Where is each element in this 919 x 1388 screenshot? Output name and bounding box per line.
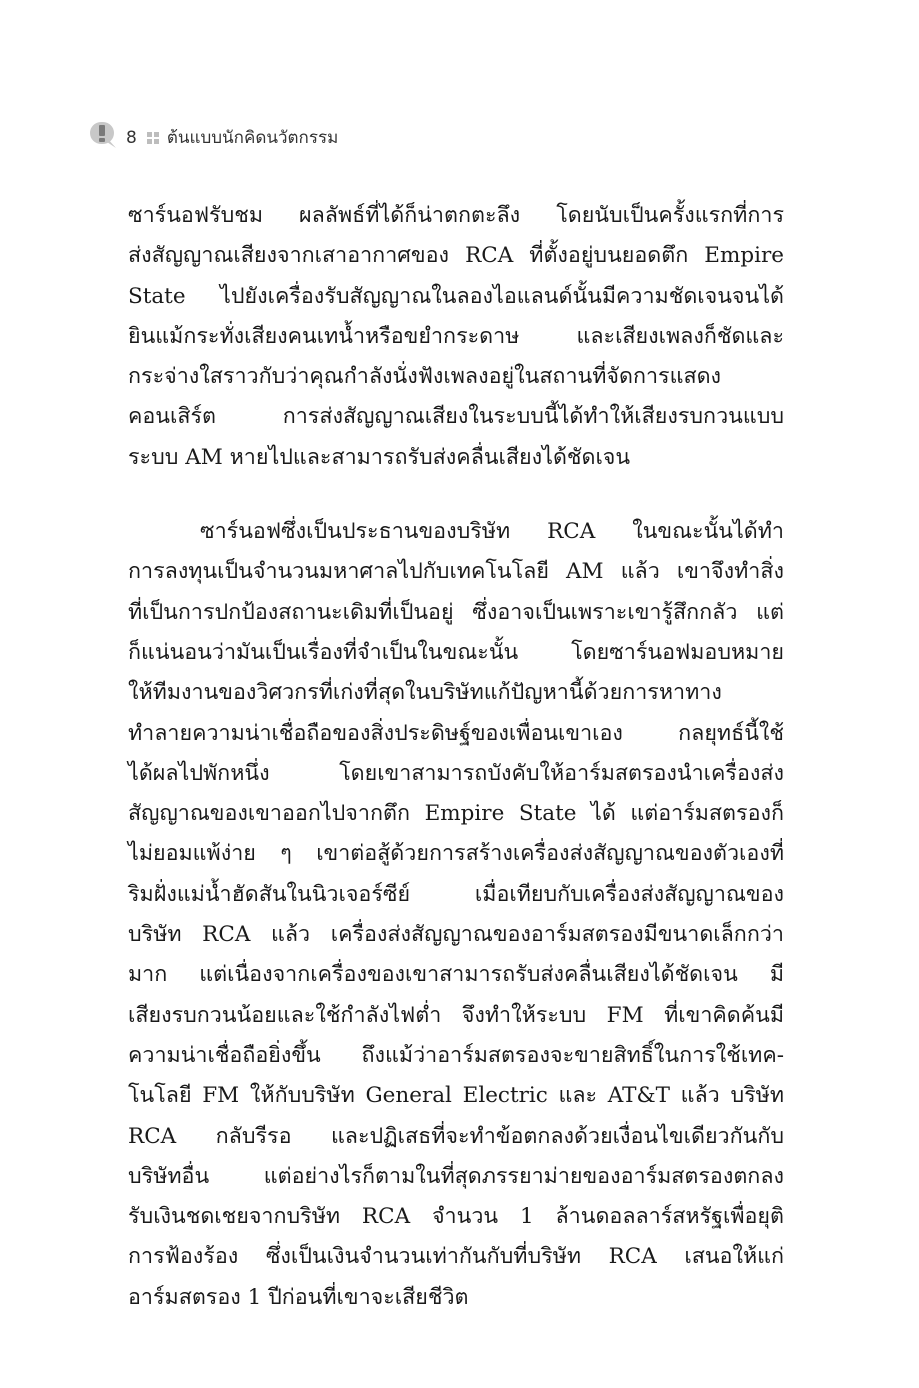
text-line: สัญญาณของเขาออกไปจากตึก Empire State ได้ แต่อาร์มสตรองก็ [128, 801, 784, 827]
book-title: ต้นแบบนักคิดนวัตกรรม [166, 128, 339, 148]
text-line: ระบบ AM หายไปและสามารถรับส่งคลื่นเสียงได้ชัดเจน [128, 444, 631, 470]
text-line: การลงทุนเป็นจำนวนมหาศาลไปกับเทคโนโลยี AM แล้ว เขาจึงทำสิ่ง [128, 559, 784, 585]
text-line: ส่งสัญญาณเสียงจากเสาอากาศของ RCA ที่ตั้งอยู่บนยอดตึก Empire [128, 243, 784, 269]
text-line: มาก แต่เนื่องจากเครื่องของเขาสามารถรับส่งคลื่นเสียงได้ชัดเจน มี [128, 962, 784, 988]
text-line: เสียงรบกวนน้อยและใช้กำลังไฟต่ำ จึงทำให้ระบบ FM ที่เขาคิดค้นมี [128, 1002, 784, 1028]
text-line: State ไปยังเครื่องรับสัญญาณในลองไอแลนด์นั้นมีความชัดเจนจนได้ [128, 283, 784, 309]
paragraph-1 [128, 196, 784, 478]
text-line: ซาร์นอฟซึ่งเป็นประธานของบริษัท RCA ในขณะนั้นได้ทำ [200, 519, 784, 545]
text-line: คอนเสิร์ต การส่งสัญญาณเสียงในระบบนี้ได้ทำให้เสียงรบกวนแบบ [128, 404, 784, 430]
text-line: ให้ทีมงานของวิศวกรที่เก่งที่สุดในบริษัทแก้ปัญหานี้ด้วยการหาทาง [128, 680, 722, 706]
paragraph-spacer [128, 478, 784, 512]
text-line: ยินแม้กระทั่งเสียงคนเทน้ำหรือขยำกระดาษ และเสียงเพลงก็ชัดและ [128, 323, 784, 349]
text-line: ที่เป็นการปกป้องสถานะเดิมที่เป็นอยู่ ซึ่งอาจเป็นเพราะเขารู้สึกกลัว แต่ [128, 599, 784, 625]
body-text [128, 196, 784, 1318]
text-line: ซาร์นอฟรับชม ผลลัพธ์ที่ได้ก็น่าตกตะลึง โดยนับเป็นครั้งแรกที่การ [128, 203, 784, 228]
running-header [90, 110, 338, 150]
text-line: บริษัท RCA แล้ว เครื่องส่งสัญญาณของอาร์มสตรองมีขนาดเล็กกว่า [128, 922, 784, 948]
text-line: อาร์มสตรอง 1 ปีก่อนที่เขาจะเสียชีวิต [128, 1284, 469, 1310]
text-line: ริมฝั่งแม่น้ำฮัดสันในนิวเจอร์ซีย์ เมื่อเทียบกับเครื่องส่งสัญญาณของ [128, 881, 784, 907]
exclamation-speech-bubble-icon [90, 122, 116, 150]
text-line: โนโลยี FM ให้กับบริษัท General Electric และ AT&T แล้ว บริษัท [128, 1083, 784, 1109]
text-line: ได้ผลไปพักหนึ่ง โดยเขาสามารถบังคับให้อาร์มสตรองนำเครื่องส่ง [128, 760, 784, 786]
text-line: ทำลายความน่าเชื่อถือของสิ่งประดิษฐ์ของเพื่อนเขาเอง กลยุทธ์นี้ใช้ [128, 720, 784, 746]
text-line: ไม่ยอมแพ้ง่าย ๆ เขาต่อสู้ด้วยการสร้างเครื่องส่งสัญญาณของตัวเองที่ [128, 841, 784, 867]
text-line: ความน่าเชื่อถือยิ่งขึ้น ถึงแม้ว่าอาร์มสตรองจะขายสิทธิ์ในการใช้เทค- [128, 1042, 784, 1068]
text-line: การฟ้องร้อง ซึ่งเป็นเงินจำนวนเท่ากันกับที่บริษัท RCA เสนอให้แก่ [128, 1244, 784, 1270]
text-line: กระจ่างใสราวกับว่าคุณกำลังนั่งฟังเพลงอยู่ในสถานที่จัดการแสดง [128, 364, 722, 390]
text-line: RCA กลับรีรอ และปฏิเสธที่จะทำข้อตกลงด้วยเงื่อนไขเดียวกันกับ [128, 1123, 784, 1149]
text-line: ก็แน่นอนว่ามันเป็นเรื่องที่จำเป็นในขณะนั้น โดยซาร์นอฟมอบหมาย [128, 639, 784, 665]
page-number: 8 [126, 128, 137, 148]
text-line: บริษัทอื่น แต่อย่างไรก็ตามในที่สุดภรรยาม่ายของอาร์มสตรองตกลง [128, 1163, 784, 1189]
paragraph-2 [128, 512, 784, 1318]
text-line: รับเงินชดเชยจากบริษัท RCA จำนวน 1 ล้านดอลลาร์สหรัฐเพื่อยุติ [128, 1204, 784, 1230]
four-squares-icon [147, 132, 159, 144]
